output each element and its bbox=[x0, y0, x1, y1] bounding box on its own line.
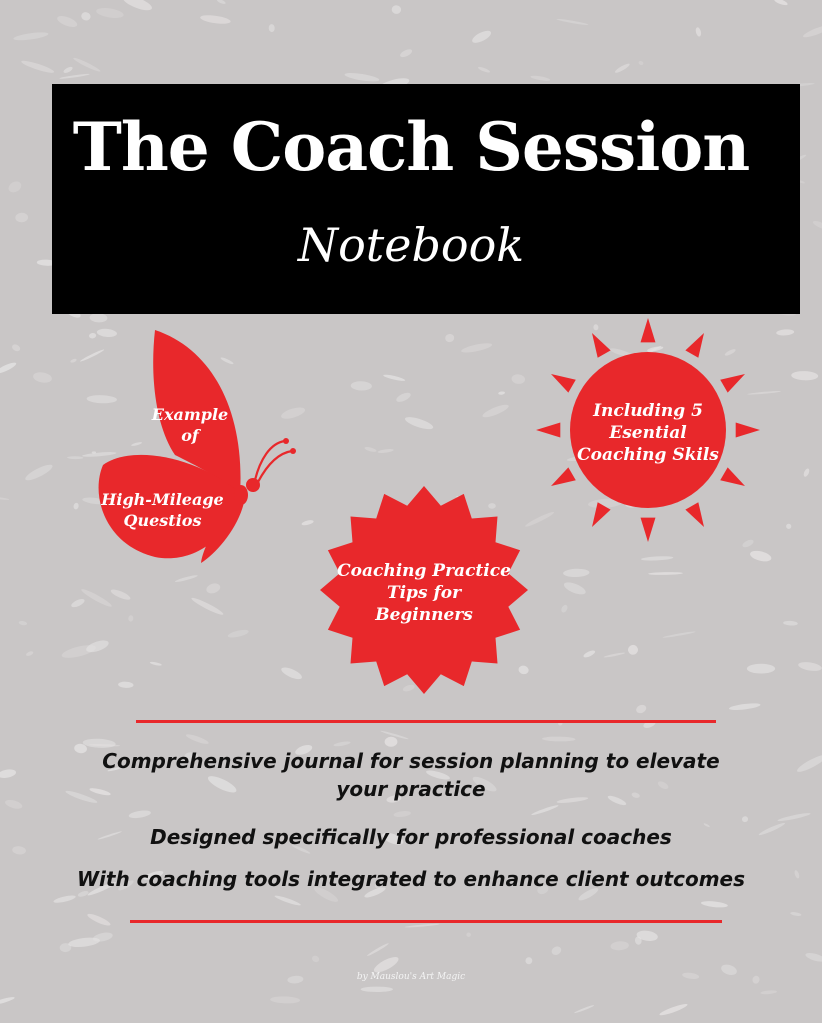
cover-subtitle: Notebook bbox=[297, 218, 525, 272]
sun-ray bbox=[720, 467, 745, 486]
butterfly-icon bbox=[95, 325, 305, 570]
sun-ray bbox=[685, 502, 704, 527]
tagline-1: Comprehensive journal for session planning to elevate your practice bbox=[102, 749, 720, 801]
sun-ray bbox=[720, 374, 745, 393]
top-divider bbox=[136, 720, 716, 723]
sun-ray bbox=[736, 423, 760, 438]
sun-label: Including 5 Esential Coaching Skils bbox=[577, 401, 719, 466]
starburst-label: Coaching Practice Tips for Beginners bbox=[337, 561, 511, 626]
butterfly-label-bottom: High-Mileage Questios bbox=[101, 490, 224, 530]
bottom-divider bbox=[130, 920, 722, 923]
sun-ray bbox=[641, 318, 656, 342]
tagline-2: Designed specifically for professional coaches bbox=[150, 825, 672, 849]
sun-ray bbox=[536, 423, 560, 438]
sun-ray bbox=[685, 333, 704, 358]
sun-ray bbox=[641, 518, 656, 542]
sun-ray bbox=[551, 467, 576, 486]
author-credit: by Mauslou's Art Magic bbox=[356, 972, 466, 982]
cover-title: The Coach Session bbox=[72, 108, 750, 186]
butterfly-label-top: Example of bbox=[151, 405, 229, 445]
sun-ray bbox=[551, 374, 576, 393]
sun-ray bbox=[592, 333, 611, 358]
tagline-3: With coaching tools integrated to enhance client outcomes bbox=[76, 867, 746, 891]
sun-ray bbox=[592, 502, 611, 527]
